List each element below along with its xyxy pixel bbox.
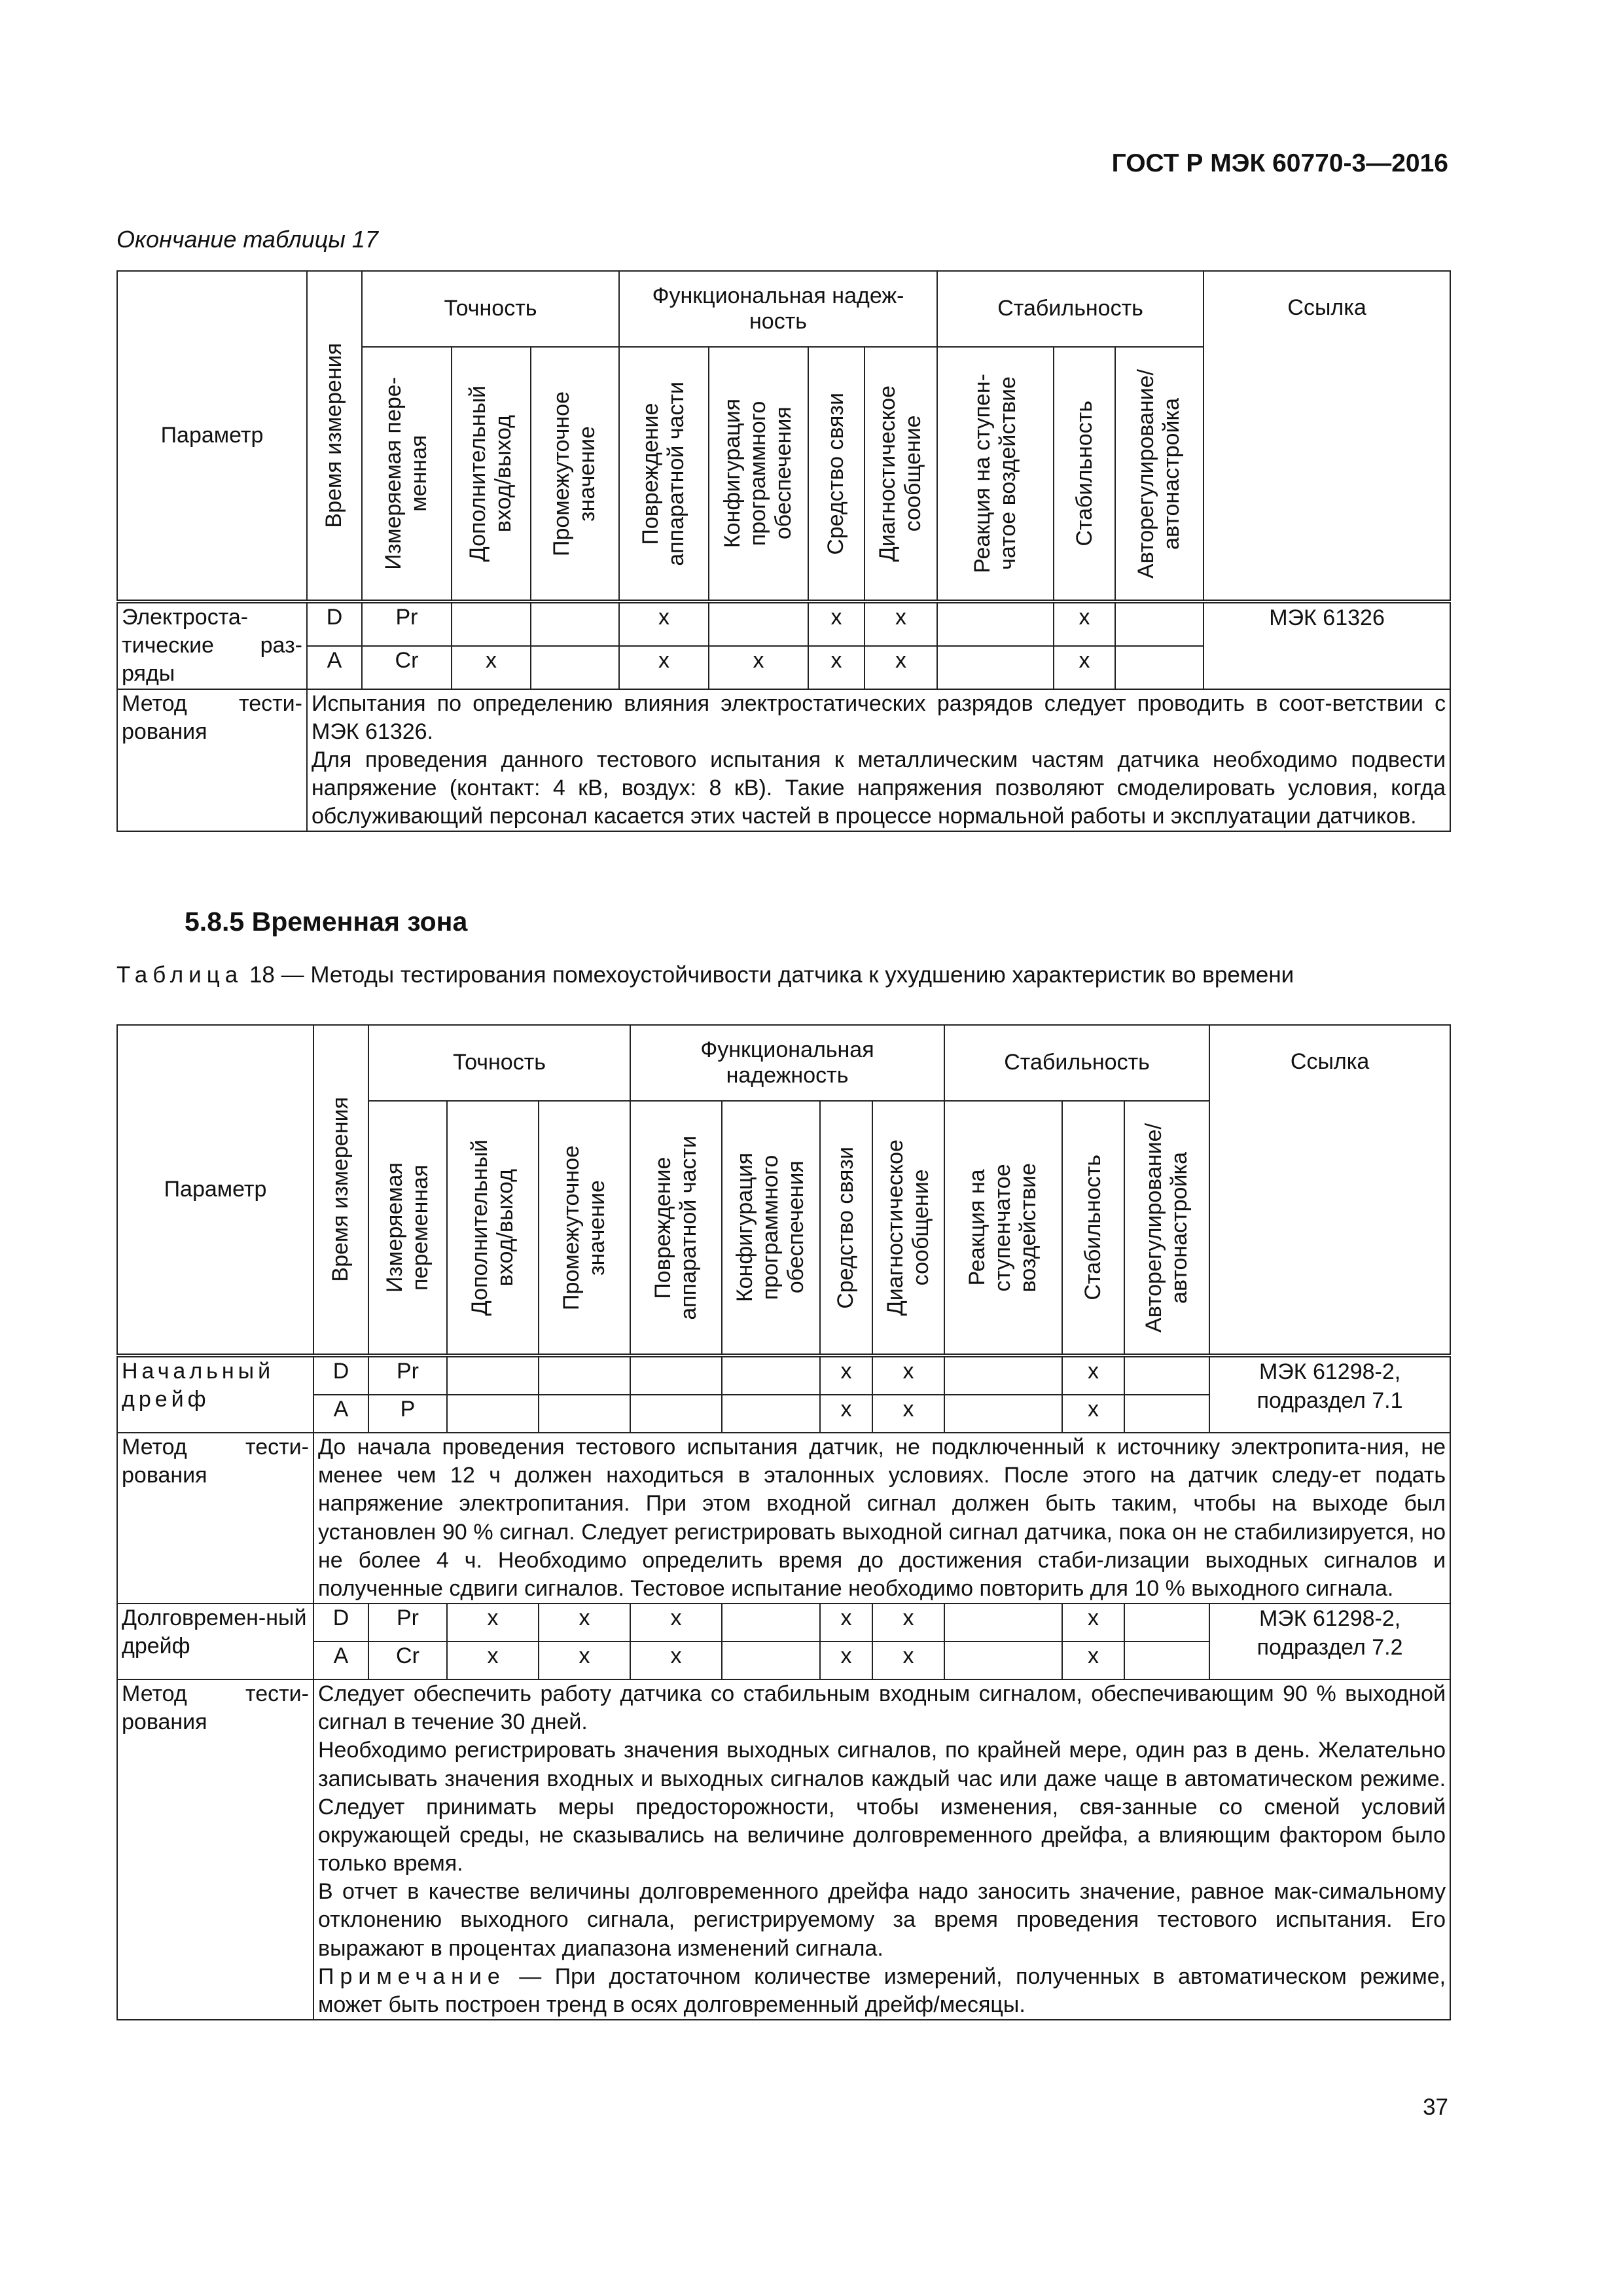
cell xyxy=(1124,1355,1209,1395)
header-additional-io: Дополнительный вход/выход xyxy=(447,1101,539,1355)
method-paragraph: Необходимо регистрировать значения выходных сигналов, по крайней мере, один раз в день. Желательно записывать значения входных и выходных сигналов каждый час или даже чаще в автоматическом режиме. Следует принимать меры предосторожности, чтобы изменения, свя-занные со сменой условий окружающей среды, не сказывались на величине долговременного дрейфа, а влияющим фактором было только время. xyxy=(318,1738,1446,1876)
cell xyxy=(1124,1395,1209,1433)
table-17 xyxy=(116,270,1451,832)
cell: x xyxy=(1054,601,1115,646)
header-parameter: Параметр xyxy=(117,1025,313,1355)
row-reference: МЭК 61326 xyxy=(1204,601,1450,689)
table-title-label: Таблица xyxy=(116,962,243,988)
table-row xyxy=(117,1604,1450,1641)
cell: x xyxy=(820,1395,872,1433)
cell xyxy=(452,601,531,646)
cell: x xyxy=(447,1641,539,1679)
cell: x xyxy=(820,1604,872,1641)
row-time: A xyxy=(313,1395,368,1433)
cell xyxy=(531,646,619,689)
header-time: Время измерения xyxy=(313,1025,368,1355)
cell xyxy=(944,1355,1062,1395)
table-continuation-caption: Окончание таблицы 17 xyxy=(116,226,378,253)
header-step-response: Реакция на ступенчатое воздействие xyxy=(944,1101,1062,1355)
cell: x xyxy=(630,1641,722,1679)
cell: x xyxy=(539,1604,630,1641)
cell: x xyxy=(865,601,937,646)
cell: x xyxy=(1062,1355,1124,1395)
method-label: Метод тести-рования xyxy=(117,689,307,832)
cell: x xyxy=(447,1604,539,1641)
cell: x xyxy=(1062,1604,1124,1641)
header-diagnostic-message: Диагностическое сообщение xyxy=(872,1101,944,1355)
cell xyxy=(937,601,1054,646)
header-stability: Стабильность xyxy=(1054,347,1115,601)
table-row xyxy=(117,601,1450,646)
cell: x xyxy=(619,601,709,646)
header-stability: Стабильность xyxy=(1062,1101,1124,1355)
row-parameter: Начальный дрейф xyxy=(117,1355,313,1433)
method-row xyxy=(117,689,1450,832)
cell xyxy=(447,1355,539,1395)
header-step-response: Реакция на ступен- чатое воздействие xyxy=(937,347,1054,601)
header-reference: Ссылка xyxy=(1209,1025,1450,1355)
method-label: Метод тести-рования xyxy=(117,1679,313,2020)
cell: x xyxy=(709,646,808,689)
header-hardware-damage: Повреждение аппаратной части xyxy=(619,347,709,601)
cell xyxy=(630,1395,722,1433)
section-heading: 5.8.5 Временная зона xyxy=(185,906,468,937)
header-measured-variable: Измеряемая переменная xyxy=(368,1101,447,1355)
cell: x xyxy=(1062,1641,1124,1679)
header-measured-variable: Измеряемая пере- менная xyxy=(362,347,452,601)
header-intermediate-value: Промежуточное значение xyxy=(539,1101,630,1355)
header-group-reliability: Функциональная надежность xyxy=(630,1025,944,1101)
row-time: D xyxy=(313,1604,368,1641)
cell: x xyxy=(539,1641,630,1679)
cell xyxy=(1115,601,1204,646)
cell xyxy=(722,1395,820,1433)
method-paragraph: Следует обеспечить работу датчика со стабильным входным сигналом, обеспечивающим 90 % выходной сигнал в течение 30 дней. xyxy=(318,1681,1446,1735)
cell: x xyxy=(1062,1395,1124,1433)
header-parameter: Параметр xyxy=(117,271,307,601)
method-description xyxy=(313,1433,1450,1604)
page-number: 37 xyxy=(1423,2094,1448,2120)
header-communication: Средство связи xyxy=(820,1101,872,1355)
header-group-reliability: Функциональная надеж- ность xyxy=(619,271,937,347)
header-additional-io: Дополнительный вход/выход xyxy=(452,347,531,601)
method-row xyxy=(117,1433,1450,1604)
header-intermediate-value: Промежуточное значение xyxy=(531,347,619,601)
method-paragraph: Для проведения данного тестового испытания к металлическим частям датчика необходимо подвести напряжение (контакт: 4 кВ, воздух: 8 кВ). Такие напряжения позволяют смоделировать условия, когда обслуживающий персонал касается этих частей в процессе нормальной работы и эксплуатации датчиков. xyxy=(312,747,1446,829)
method-description xyxy=(307,689,1450,832)
cell xyxy=(709,601,808,646)
cell: Pr xyxy=(368,1355,447,1395)
note-text: — При достаточном количестве измерений, полученных в автоматическом режиме, может быть построен тренд в осях долговременный дрейф/месяцы. xyxy=(318,1964,1446,2017)
header-group-accuracy: Точность xyxy=(362,271,619,347)
cell: x xyxy=(630,1604,722,1641)
row-time: D xyxy=(313,1355,368,1395)
row-time: A xyxy=(307,646,362,689)
cell: x xyxy=(452,646,531,689)
cell: Cr xyxy=(368,1641,447,1679)
standard-code: ГОСТ Р МЭК 60770-3—2016 xyxy=(1111,149,1448,177)
method-row xyxy=(117,1679,1450,2020)
row-time: D xyxy=(307,601,362,646)
note-label: Примечание xyxy=(318,1964,506,1989)
method-paragraph: Испытания по определению влияния электростатических разрядов следует проводить в соот-ветствии с МЭК 61326. xyxy=(312,691,1446,744)
header-diagnostic-message: Диагностическое сообщение xyxy=(865,347,937,601)
cell xyxy=(630,1355,722,1395)
cell xyxy=(944,1604,1062,1641)
cell: x xyxy=(872,1395,944,1433)
cell: Cr xyxy=(362,646,452,689)
cell: x xyxy=(865,646,937,689)
cell: P xyxy=(368,1395,447,1433)
cell: Pr xyxy=(362,601,452,646)
table-title-text: 18 — Методы тестирования помехоустойчивости датчика к ухудшению характеристик во времени xyxy=(243,962,1294,988)
cell: x xyxy=(619,646,709,689)
table-row xyxy=(117,1355,1450,1395)
cell: x xyxy=(872,1641,944,1679)
cell xyxy=(944,1395,1062,1433)
cell xyxy=(531,601,619,646)
row-parameter: Долговремен-ный дрейф xyxy=(117,1604,313,1679)
row-parameter: Электроста-тические раз-ряды xyxy=(117,601,307,689)
cell: x xyxy=(820,1355,872,1395)
cell: Pr xyxy=(368,1604,447,1641)
method-paragraph: В отчет в качестве величины долговременного дрейфа надо заносить значение, равное мак-симальному отклонению выходного сигнала, регистрируемому за время проведения тестового испытания. Его выражают в процентах диапазона изменений сигнала. xyxy=(318,1879,1446,1961)
method-note xyxy=(318,1963,1446,2019)
header-reference: Ссылка xyxy=(1204,271,1450,601)
header-software-config: Конфигурация программного обеспечения xyxy=(722,1101,820,1355)
method-label: Метод тести-рования xyxy=(117,1433,313,1604)
cell xyxy=(1124,1604,1209,1641)
header-hardware-damage: Повреждение аппаратной части xyxy=(630,1101,722,1355)
cell xyxy=(722,1604,820,1641)
cell xyxy=(722,1641,820,1679)
cell xyxy=(1124,1641,1209,1679)
cell xyxy=(944,1641,1062,1679)
header-group-accuracy: Точность xyxy=(368,1025,630,1101)
table-18-title xyxy=(116,962,1458,988)
row-reference: МЭК 61298-2, подраздел 7.1 xyxy=(1209,1355,1450,1433)
cell: x xyxy=(820,1641,872,1679)
header-autotuning: Авторегулирование/ автонастройка xyxy=(1124,1101,1209,1355)
header-group-stability: Стабильность xyxy=(944,1025,1209,1101)
header-software-config: Конфигурация программного обеспечения xyxy=(709,347,808,601)
cell xyxy=(1115,646,1204,689)
cell xyxy=(937,646,1054,689)
header-time: Время измерения xyxy=(307,271,362,601)
cell xyxy=(722,1355,820,1395)
cell: x xyxy=(872,1355,944,1395)
cell: x xyxy=(808,646,865,689)
cell: x xyxy=(872,1604,944,1641)
cell: x xyxy=(808,601,865,646)
cell xyxy=(447,1395,539,1433)
header-autotuning: Авторегулирование/ автонастройка xyxy=(1115,347,1204,601)
method-paragraph: До начала проведения тестового испытания датчик, не подключенный к источнику электропита-ния, не менее чем 12 ч должен находиться в эталонных условиях. После этого на датчик следу-ет подать напряжение электропитания. При этом входной сигнал должен быть таким, чтобы на выходе был установлен 90 % сигнал. Следует регистрировать выходной сигнал датчика, пока он не стабилизируется, но не более 4 ч. Необходимо определить время до достижения стаби-лизации выходных сигналов и полученные сдвиги сигналов. Тестовое испытание необходимо повторить для 10 % выходного сигнала. xyxy=(318,1435,1446,1601)
row-reference: МЭК 61298-2, подраздел 7.2 xyxy=(1209,1604,1450,1679)
cell xyxy=(539,1395,630,1433)
table-18 xyxy=(116,1024,1451,2020)
cell xyxy=(539,1355,630,1395)
header-communication: Средство связи xyxy=(808,347,865,601)
cell: x xyxy=(1054,646,1115,689)
method-description xyxy=(313,1679,1450,2020)
row-time: A xyxy=(313,1641,368,1679)
header-group-stability: Стабильность xyxy=(937,271,1204,347)
